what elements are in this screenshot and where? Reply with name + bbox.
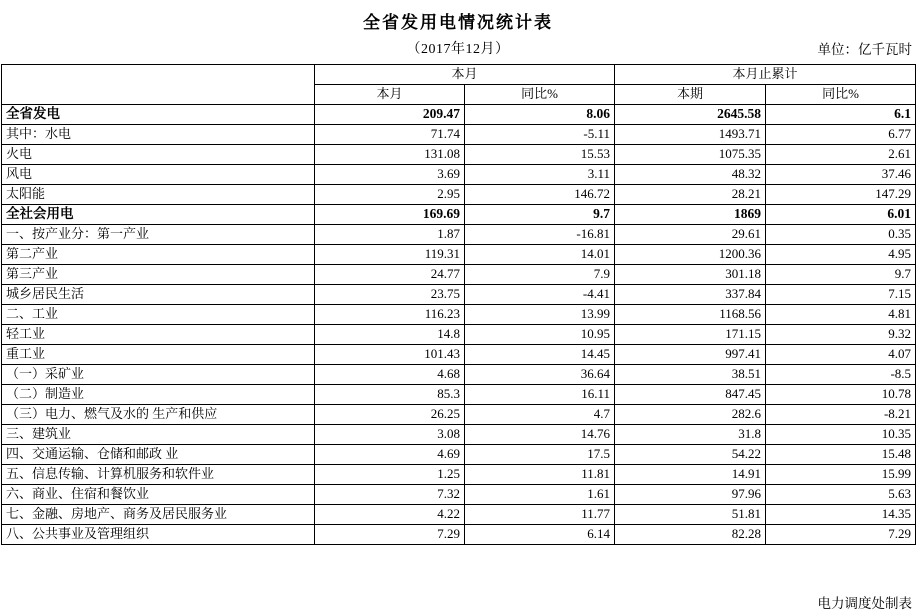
row-cumulative-yoy: 6.77 — [766, 125, 916, 145]
row-cumulative-yoy: 6.1 — [766, 105, 916, 125]
row-cumulative-value: 997.41 — [615, 345, 766, 365]
row-month-value: 7.29 — [315, 525, 465, 545]
row-month-value: 116.23 — [315, 305, 465, 325]
table-group-header-row — [2, 65, 916, 85]
row-cumulative-yoy: 9.32 — [766, 325, 916, 345]
table-row — [2, 205, 916, 225]
table-row — [2, 345, 916, 365]
row-cumulative-yoy: 4.95 — [766, 245, 916, 265]
table-row — [2, 245, 916, 265]
table-body — [2, 105, 916, 545]
row-cumulative-yoy: 4.07 — [766, 345, 916, 365]
table-row — [2, 105, 916, 125]
row-cumulative-yoy: 5.63 — [766, 485, 916, 505]
row-cumulative-value: 31.8 — [615, 425, 766, 445]
row-month-value: 7.32 — [315, 485, 465, 505]
row-month-value: 23.75 — [315, 285, 465, 305]
header-month-value: 本月 — [315, 85, 465, 105]
row-cumulative-value: 171.15 — [615, 325, 766, 345]
row-cumulative-value: 1168.56 — [615, 305, 766, 325]
row-month-value: 1.87 — [315, 225, 465, 245]
row-cumulative-value: 1075.35 — [615, 145, 766, 165]
row-month-value: 4.68 — [315, 365, 465, 385]
row-label: （一）采矿业 — [2, 365, 315, 385]
row-label: （三）电力、燃气及水的 生产和供应 — [2, 405, 315, 425]
row-month-value: 3.69 — [315, 165, 465, 185]
row-month-yoy: 17.5 — [465, 445, 615, 465]
footer-note: 电力调度处制表 — [817, 596, 912, 611]
row-month-value: 26.25 — [315, 405, 465, 425]
table-row — [2, 445, 916, 465]
row-label: 三、建筑业 — [2, 425, 315, 445]
row-cumulative-value: 48.32 — [615, 165, 766, 185]
row-month-value: 24.77 — [315, 265, 465, 285]
row-month-yoy: 4.7 — [465, 405, 615, 425]
table-row — [2, 465, 916, 485]
table-row — [2, 145, 916, 165]
table-row — [2, 225, 916, 245]
row-month-yoy: 11.77 — [465, 505, 615, 525]
row-month-value: 119.31 — [315, 245, 465, 265]
row-month-yoy: 9.7 — [465, 205, 615, 225]
row-label: 火电 — [2, 145, 315, 165]
row-cumulative-yoy: 10.35 — [766, 425, 916, 445]
row-month-yoy: 14.45 — [465, 345, 615, 365]
row-label: 六、商业、住宿和餐饮业 — [2, 485, 315, 505]
row-month-yoy: -5.11 — [465, 125, 615, 145]
row-month-yoy: 13.99 — [465, 305, 615, 325]
row-month-yoy: 1.61 — [465, 485, 615, 505]
row-cumulative-yoy: 6.01 — [766, 205, 916, 225]
row-label: 四、交通运输、仓储和邮政 业 — [2, 445, 315, 465]
row-month-yoy: 16.11 — [465, 385, 615, 405]
table-row — [2, 265, 916, 285]
row-month-yoy: -4.41 — [465, 285, 615, 305]
row-month-value: 1.25 — [315, 465, 465, 485]
row-cumulative-value: 51.81 — [615, 505, 766, 525]
row-cumulative-value: 2645.58 — [615, 105, 766, 125]
row-label: 全社会用电 — [2, 205, 315, 225]
row-cumulative-yoy: 9.7 — [766, 265, 916, 285]
row-month-yoy: 8.06 — [465, 105, 615, 125]
row-month-yoy: -16.81 — [465, 225, 615, 245]
row-month-yoy: 15.53 — [465, 145, 615, 165]
statistics-table — [1, 64, 916, 545]
row-cumulative-value: 28.21 — [615, 185, 766, 205]
row-cumulative-yoy: 7.29 — [766, 525, 916, 545]
row-label: 其中：水电 — [2, 125, 315, 145]
row-cumulative-yoy: 2.61 — [766, 145, 916, 165]
row-month-value: 4.69 — [315, 445, 465, 465]
row-label: 五、信息传输、计算机服务和软件业 — [2, 465, 315, 485]
row-month-value: 131.08 — [315, 145, 465, 165]
row-month-yoy: 14.76 — [465, 425, 615, 445]
row-label: 轻工业 — [2, 325, 315, 345]
row-month-value: 3.08 — [315, 425, 465, 445]
header-label-column — [2, 65, 315, 105]
row-cumulative-value: 337.84 — [615, 285, 766, 305]
unit-label: 单位：亿千瓦时 — [817, 42, 912, 57]
table-row — [2, 325, 916, 345]
row-cumulative-value: 282.6 — [615, 405, 766, 425]
header-group-cumulative: 本月止累计 — [615, 65, 916, 85]
row-month-value: 169.69 — [315, 205, 465, 225]
row-label: 重工业 — [2, 345, 315, 365]
header-cumulative-yoy: 同比% — [766, 85, 916, 105]
row-cumulative-yoy: 10.78 — [766, 385, 916, 405]
row-month-value: 85.3 — [315, 385, 465, 405]
row-cumulative-yoy: 0.35 — [766, 225, 916, 245]
row-cumulative-yoy: 14.35 — [766, 505, 916, 525]
table-row — [2, 305, 916, 325]
row-label: 八、公共事业及管理组织 — [2, 525, 315, 545]
row-cumulative-value: 301.18 — [615, 265, 766, 285]
row-cumulative-value: 82.28 — [615, 525, 766, 545]
row-label: 风电 — [2, 165, 315, 185]
table-row — [2, 525, 916, 545]
row-cumulative-value: 38.51 — [615, 365, 766, 385]
row-cumulative-yoy: 15.99 — [766, 465, 916, 485]
row-cumulative-value: 847.45 — [615, 385, 766, 405]
row-cumulative-value: 14.91 — [615, 465, 766, 485]
table-row — [2, 385, 916, 405]
row-label: 全省发电 — [2, 105, 315, 125]
row-cumulative-value: 54.22 — [615, 445, 766, 465]
row-month-value: 2.95 — [315, 185, 465, 205]
row-month-yoy: 11.81 — [465, 465, 615, 485]
row-cumulative-value: 1493.71 — [615, 125, 766, 145]
table-row — [2, 485, 916, 505]
row-label: （二）制造业 — [2, 385, 315, 405]
page-title: 全省发用电情况统计表 — [363, 13, 553, 32]
row-cumulative-yoy: 147.29 — [766, 185, 916, 205]
row-month-value: 101.43 — [315, 345, 465, 365]
row-cumulative-yoy: -8.5 — [766, 365, 916, 385]
row-label: 第二产业 — [2, 245, 315, 265]
row-cumulative-value: 1200.36 — [615, 245, 766, 265]
report-page — [0, 8, 916, 615]
row-cumulative-yoy: -8.21 — [766, 405, 916, 425]
row-label: 一、按产业分：第一产业 — [2, 225, 315, 245]
row-month-yoy: 14.01 — [465, 245, 615, 265]
row-label: 城乡居民生活 — [2, 285, 315, 305]
row-month-value: 14.8 — [315, 325, 465, 345]
table-row — [2, 365, 916, 385]
header-cumulative-value: 本期 — [615, 85, 766, 105]
row-month-yoy: 10.95 — [465, 325, 615, 345]
header-group-month: 本月 — [315, 65, 615, 85]
table-row — [2, 425, 916, 445]
row-label: 太阳能 — [2, 185, 315, 205]
row-month-yoy: 7.9 — [465, 265, 615, 285]
row-label: 第三产业 — [2, 265, 315, 285]
row-month-value: 71.74 — [315, 125, 465, 145]
row-cumulative-yoy: 37.46 — [766, 165, 916, 185]
row-month-yoy: 36.64 — [465, 365, 615, 385]
row-cumulative-yoy: 15.48 — [766, 445, 916, 465]
row-label: 二、工业 — [2, 305, 315, 325]
row-month-yoy: 6.14 — [465, 525, 615, 545]
row-month-value: 209.47 — [315, 105, 465, 125]
table-row — [2, 505, 916, 525]
table-row — [2, 185, 916, 205]
row-cumulative-value: 1869 — [615, 205, 766, 225]
table-row — [2, 165, 916, 185]
header-month-yoy: 同比% — [465, 85, 615, 105]
row-cumulative-yoy: 4.81 — [766, 305, 916, 325]
row-cumulative-value: 97.96 — [615, 485, 766, 505]
table-row — [2, 285, 916, 305]
row-label: 七、金融、房地产、商务及居民服务业 — [2, 505, 315, 525]
row-month-yoy: 3.11 — [465, 165, 615, 185]
row-month-value: 4.22 — [315, 505, 465, 525]
row-month-yoy: 146.72 — [465, 185, 615, 205]
table-row — [2, 125, 916, 145]
row-cumulative-value: 29.61 — [615, 225, 766, 245]
table-header — [2, 65, 916, 105]
page-subtitle: （2017年12月） — [406, 42, 510, 57]
table-row — [2, 405, 916, 425]
row-cumulative-yoy: 7.15 — [766, 285, 916, 305]
